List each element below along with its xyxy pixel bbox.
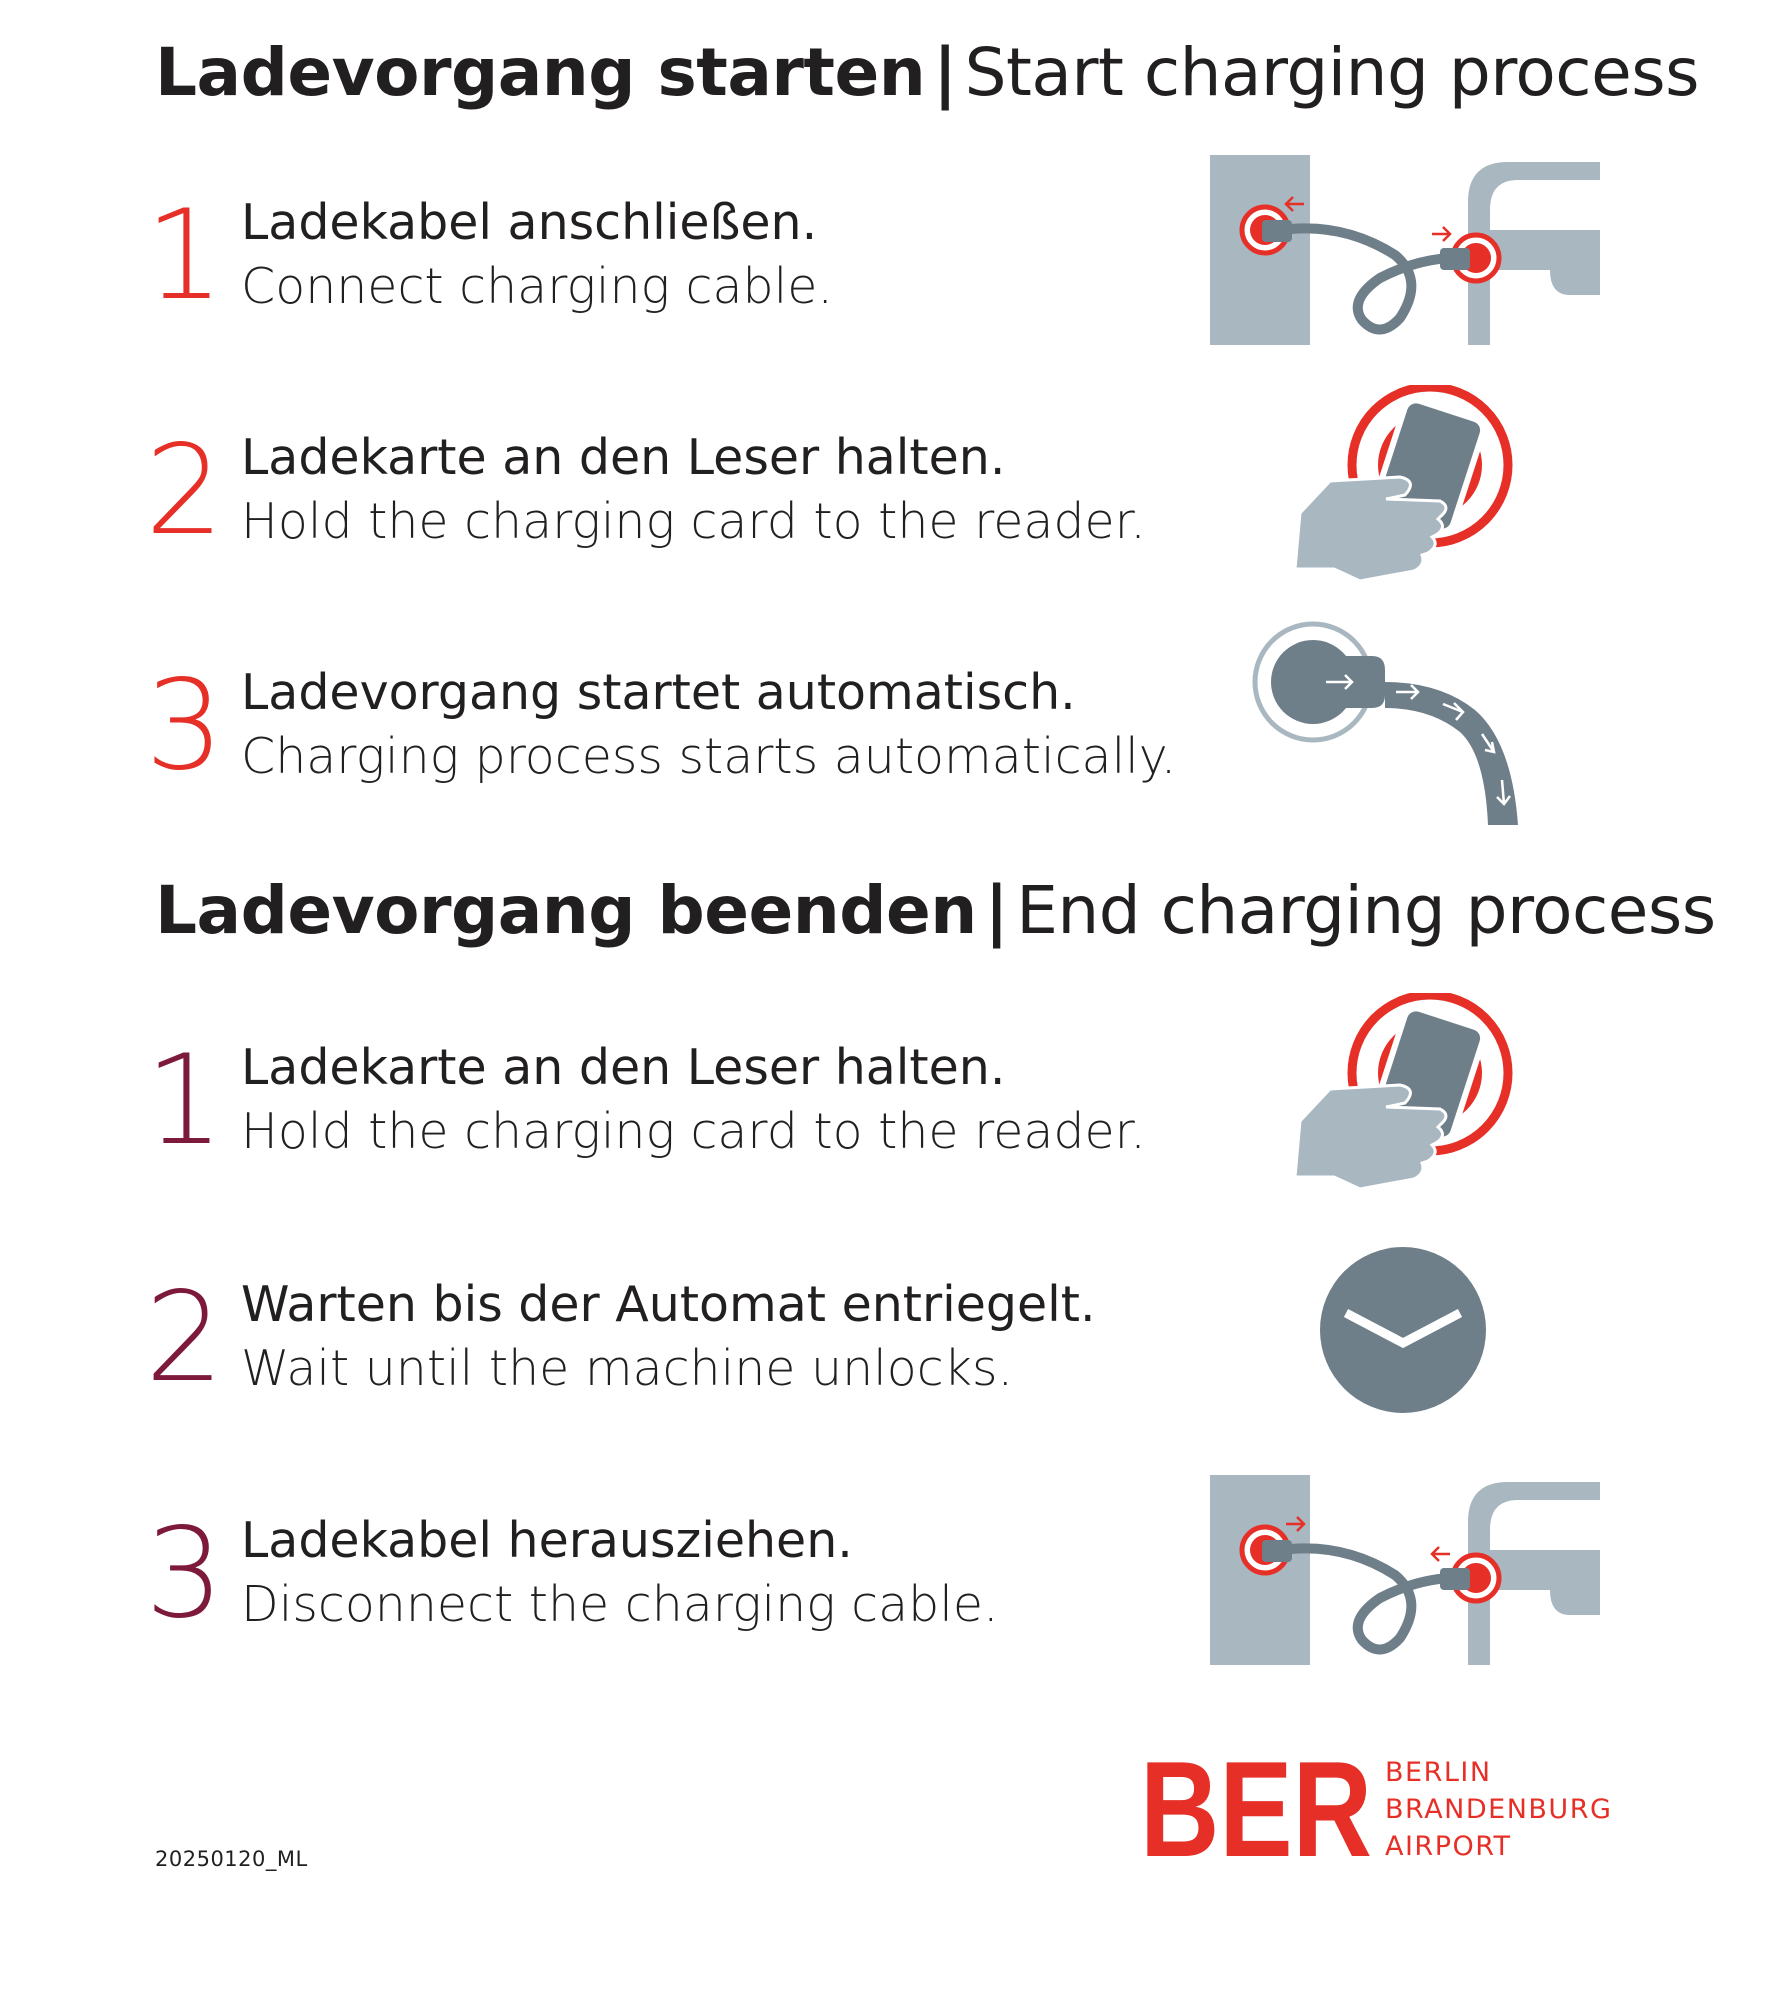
end-step-3 xyxy=(145,1502,1145,1648)
step-number: 3 xyxy=(145,1502,224,1646)
start-step-1 xyxy=(145,184,1145,330)
title-separator: | xyxy=(933,34,957,111)
step-text-en: Disconnect the charging cable. xyxy=(241,1576,999,1633)
end-title-de: Ladevorgang beenden xyxy=(155,872,977,949)
disconnect-cable-icon xyxy=(1210,1470,1600,1670)
start-title-de: Ladevorgang starten xyxy=(155,34,926,111)
connect-cable-icon xyxy=(1210,150,1600,350)
step-text-de: Ladekabel herausziehen. xyxy=(241,1512,853,1569)
start-title-en: Start charging process xyxy=(964,34,1699,111)
end-step-2 xyxy=(145,1266,1145,1412)
step-number: 1 xyxy=(145,1029,224,1173)
ber-logo xyxy=(1140,1752,1640,1862)
start-step-3 xyxy=(145,654,1177,800)
step-text-de: Ladevorgang startet automatisch. xyxy=(241,664,1076,721)
card-reader-icon xyxy=(1290,385,1535,595)
logo-line-berlin: BERLIN xyxy=(1385,1757,1492,1788)
title-separator: | xyxy=(984,872,1009,949)
step-number: 3 xyxy=(145,654,224,798)
step-number: 1 xyxy=(145,184,224,328)
logo-line-airport: AIRPORT xyxy=(1385,1831,1512,1862)
clock-icon xyxy=(1318,1245,1488,1415)
step-text-en: Wait until the machine unlocks. xyxy=(241,1340,1014,1397)
logo-line-brandenburg: BRANDENBURG xyxy=(1385,1794,1613,1825)
step-text-de: Warten bis der Automat entriegelt. xyxy=(241,1276,1096,1333)
step-text-en: Charging process starts automatically. xyxy=(241,728,1177,785)
step-number: 2 xyxy=(145,1266,224,1410)
charging-flow-icon xyxy=(1250,620,1570,825)
end-step-1 xyxy=(145,1029,1146,1175)
ber-logo-text: BER xyxy=(1140,1752,1372,1862)
step-text-en: Connect charging cable. xyxy=(241,258,833,315)
start-step-2 xyxy=(145,419,1146,565)
start-section-title xyxy=(155,34,1699,111)
step-text-de: Ladekarte an den Leser halten. xyxy=(241,1039,1006,1096)
step-text-de: Ladekabel anschließen. xyxy=(241,194,818,251)
step-number: 2 xyxy=(145,419,224,563)
end-section-title xyxy=(155,872,1716,949)
step-text-en: Hold the charging card to the reader. xyxy=(241,493,1146,550)
end-title-en: End charging process xyxy=(1016,872,1716,949)
step-text-en: Hold the charging card to the reader. xyxy=(241,1103,1146,1160)
card-reader-icon xyxy=(1290,993,1535,1203)
document-code: 20250120_ML xyxy=(155,1847,308,1871)
ber-logo-mark xyxy=(1140,1752,1380,1862)
step-text-de: Ladekarte an den Leser halten. xyxy=(241,429,1006,486)
